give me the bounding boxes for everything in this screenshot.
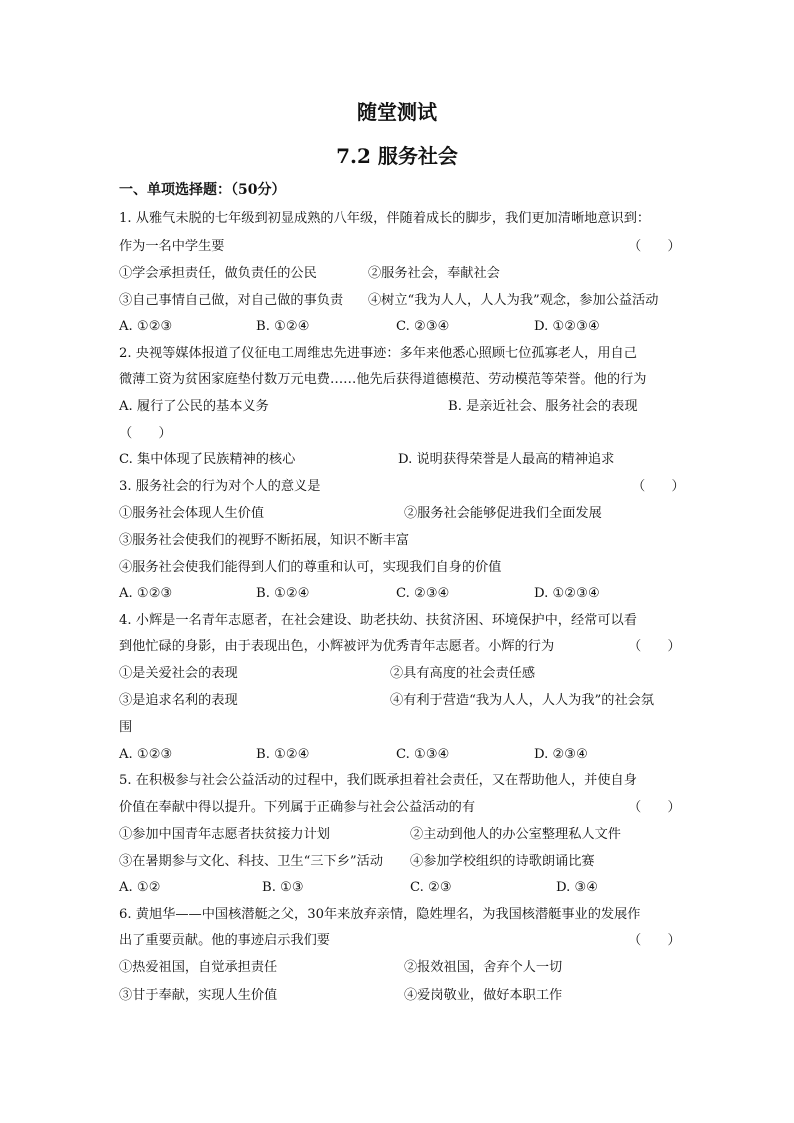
q4-answer-paren: （ ） <box>628 639 681 654</box>
q1-stem-line-1: 1. 从雅气未脱的七年级到初显成熟的八年级，伴随着成长的脚步，我们更加清晰地意识到： <box>119 211 651 226</box>
q2-choice-a: A. 履行了公民的基本义务 <box>119 399 269 414</box>
q3-statement-3: ③服务社会使我们的视野不断拓展，知识不断丰富 <box>119 533 410 548</box>
q6-stem-line-2: 出了重要贡献。他的事迹启示我们要 <box>119 933 330 948</box>
section-heading: 一、单项选择题：（50分） <box>119 182 286 198</box>
q5-statement-3: ③在暑期参与文化、科技、卫生“三下乡”活动 <box>119 854 384 869</box>
q6-statement-1: ①热爱祖国，自觉承担责任 <box>119 960 278 975</box>
q3-statement-2: ②服务社会能够促进我们全面发展 <box>404 506 602 521</box>
q5-stem-line-2: 价值在奉献中得以提升。下列属于正确参与社会公益活动的有 <box>119 800 476 815</box>
q5-choice-d: D. ③④ <box>556 880 599 895</box>
q3-answer-paren: （ ） <box>632 479 685 494</box>
q5-stem-line-1: 5. 在积极参与社会公益活动的过程中，我们既承担着社会责任，又在帮助他人，并使自身 <box>119 773 637 788</box>
q2-stem-line-1: 2. 央视等媒体报道了仪征电工周维忠先进事迹：多年来他悉心照顾七位孤寡老人，用自己 <box>119 346 637 361</box>
page-title: 随堂测试 <box>357 100 437 124</box>
q1-stem-line-2: 作为一名中学生要 <box>119 239 225 254</box>
q4-choice-d: D. ②③④ <box>534 747 588 762</box>
q4-statement-2: ②具有高度的社会责任感 <box>390 666 536 681</box>
q4-choice-b: B. ①②④ <box>256 747 310 762</box>
q2-answer-paren: （ ） <box>119 426 172 441</box>
q5-statement-4: ④参加学校组织的诗歌朗诵比赛 <box>410 854 595 869</box>
q3-choice-b: B. ①②④ <box>256 586 310 601</box>
q5-choice-a: A. ①② <box>119 880 161 895</box>
q3-choice-c: C. ②③④ <box>396 586 450 601</box>
q1-statement-3: ③自己事情自己做，对自己做的事负责 <box>119 293 344 308</box>
q5-answer-paren: （ ） <box>628 800 681 815</box>
q4-statement-1: ①是关爱社会的表现 <box>119 666 238 681</box>
q4-statement-4-wrap: 围 <box>119 720 133 735</box>
q1-statement-2: ②服务社会，奉献社会 <box>368 266 500 281</box>
page-subtitle: 7.2 服务社会 <box>336 144 458 168</box>
q4-choice-c: C. ①③④ <box>396 747 450 762</box>
q6-stem-line-1: 6. 黄旭华——中国核潜艇之父，30年来放弃亲情，隐姓埋名，为我国核潜艇事业的发展作 <box>119 907 641 922</box>
q6-statement-2: ②报效祖国，舍弃个人一切 <box>404 960 563 975</box>
q1-choice-c: C. ②③④ <box>396 319 450 334</box>
q1-choice-b: B. ①②④ <box>256 319 310 334</box>
q4-statement-3: ③是追求名利的表现 <box>119 693 238 708</box>
q3-stem-line-1: 3. 服务社会的行为对个人的意义是 <box>119 479 321 494</box>
q2-stem-line-2: 微薄工资为贫困家庭垫付数万元电费……他先后获得道德模范、劳动模范等荣誉。他的行为 <box>119 372 647 387</box>
q4-choice-a: A. ①②③ <box>119 747 173 762</box>
q1-statement-4: ④树立“我为人人，人人为我”观念，参加公益活动 <box>368 293 659 308</box>
q5-statement-1: ①参加中国青年志愿者扶贫接力计划 <box>119 827 330 842</box>
q2-choice-b: B. 是亲近社会、服务社会的表现 <box>448 399 638 414</box>
q1-answer-paren: （ ） <box>628 239 681 254</box>
q2-choice-d: D. 说明获得荣誉是人最高的精神追求 <box>398 452 615 467</box>
q4-stem-line-1: 4. 小辉是一名青年志愿者，在社会建设、助老扶幼、扶贫济困、环境保护中，经常可以看 <box>119 613 637 628</box>
q5-choice-c: C. ②③ <box>410 880 452 895</box>
q1-choice-a: A. ①②③ <box>119 319 173 334</box>
q6-answer-paren: （ ） <box>628 933 681 948</box>
q5-choice-b: B. ①③ <box>262 880 304 895</box>
q2-choice-c: C. 集中体现了民族精神的核心 <box>119 452 296 467</box>
q1-choice-d: D. ①②③④ <box>534 319 600 334</box>
q5-statement-2: ②主动到他人的办公室整理私人文件 <box>410 827 621 842</box>
q6-statement-4: ④爱岗敬业，做好本职工作 <box>404 988 563 1003</box>
q4-stem-line-2: 到他忙碌的身影，由于表现出色，小辉被评为优秀青年志愿者。小辉的行为 <box>119 639 555 654</box>
q3-statement-4: ④服务社会使我们能得到人们的尊重和认可，实现我们自身的价值 <box>119 560 502 575</box>
q4-statement-4: ④有利于营造“我为人人，人人为我”的社会氛 <box>390 693 655 708</box>
q6-statement-3: ③甘于奉献，实现人生价值 <box>119 988 278 1003</box>
q3-choice-a: A. ①②③ <box>119 586 173 601</box>
q3-statement-1: ①服务社会体现人生价值 <box>119 506 265 521</box>
q3-choice-d: D. ①②③④ <box>534 586 600 601</box>
q1-statement-1: ①学会承担责任，做负责任的公民 <box>119 266 317 281</box>
